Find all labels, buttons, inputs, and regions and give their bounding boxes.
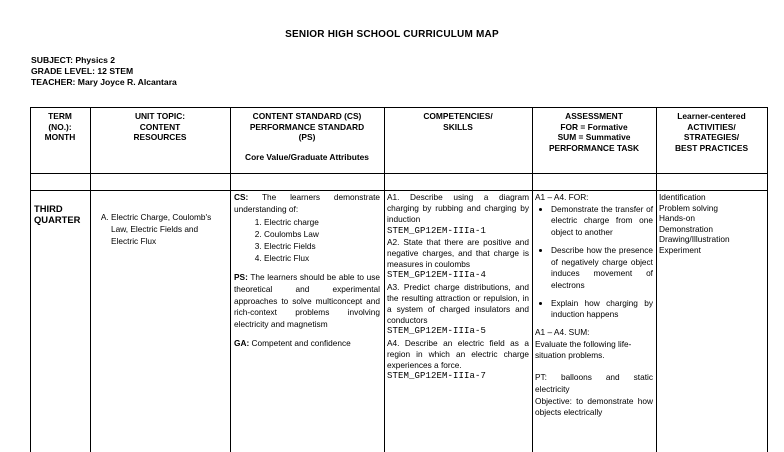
subject-line: SUBJECT: Physics 2 (31, 55, 116, 65)
assessment-for-item: • Describe how the presence of negatively charge object induces movement of electrons (551, 245, 653, 292)
assessment-sum-text: Evaluate the following life-situation problems. (535, 338, 632, 361)
header-assessment: ASSESSMENT FOR = Formative SUM = Summative PERFORMANCE TASK (548, 111, 640, 153)
activity-item: Problem solving (659, 202, 719, 213)
assessment-for-label: A1 – A4. FOR: (535, 192, 589, 202)
activity-item: Drawing/Illustration (659, 234, 730, 244)
activity-item: Demonstration (659, 223, 713, 234)
activity-item: Experiment (659, 244, 701, 255)
activity-item: Hands-on (659, 213, 695, 223)
assessment-cell (535, 192, 653, 419)
competency-a4: A4. Describe an electric field as a region in which an electric charge experiences a force. (387, 337, 529, 371)
grade-level-line: GRADE LEVEL: 12 STEM (31, 66, 134, 76)
activities-cell (659, 192, 765, 255)
performance-task: PT: balloons and static electricity (535, 372, 653, 394)
assessment-for-item: • Demonstrate the transfer of electric charge from one object to another (551, 204, 653, 239)
curriculum-table (30, 107, 768, 452)
activity-item: Identification (659, 192, 706, 202)
header-activities: Learner-centered ACTIVITIES/ STRATEGIES/ BEST PRACTICES (674, 111, 749, 153)
ga-text: Competent and confidence (251, 337, 351, 348)
term-cell: THIRD QUARTER (34, 203, 81, 225)
cs-item: 3. Electric Fields (264, 241, 380, 253)
unit-topic-item: A. Electric Charge, Coulomb's Law, Electric Fields and Electric Flux (111, 211, 227, 247)
competency-code: STEM_GP12EM-IIIa-1 (387, 225, 487, 236)
header-unit-topic: UNIT TOPIC: CONTENT RESOURCES (133, 111, 187, 142)
assessment-for-list (535, 204, 653, 321)
header-competencies: COMPETENCIES/ SKILLS (423, 111, 493, 132)
cs-item: 4. Electric Flux (264, 253, 380, 265)
competency-a3: A3. Predict charge distributions, and the resulting attraction or repulsion, in a system of charged insulators and conductors (387, 281, 529, 326)
document-title: SENIOR HIGH SCHOOL CURRICULUM MAP (285, 29, 499, 40)
cs-text: The learners demonstrate understanding of: (234, 192, 380, 214)
document-meta (31, 55, 177, 88)
competency-a1: A1. Describe using a diagram charging by rubbing and charging by induction (387, 192, 529, 225)
performance-task-objective: Objective: to demonstrate how objects electrically (535, 395, 653, 418)
assessment-sum-label: A1 – A4. SUM: (535, 327, 590, 338)
competencies-cell (387, 192, 529, 382)
cs-item: 1. Electric charge (264, 217, 380, 229)
header-term: TERM (NO.): MONTH (44, 111, 76, 142)
assessment-for-item: • Explain how charging by induction happens (551, 298, 653, 321)
competency-code: STEM_GP12EM-IIIa-7 (387, 371, 487, 382)
ps-text: The learners should be able to use theoretical and experimental approaches to solve multiconcept and rich-context problems involving electricity and magnetism (234, 272, 381, 330)
teacher-line: TEACHER: Mary Joyce R. Alcantara (31, 77, 177, 87)
cs-item: 2. Coulombs Law (264, 229, 380, 241)
competency-a2: A2. State that there are positive and negative charges, and that charge is measures in coulombs (387, 236, 529, 270)
content-standard-cell: CS: The learners demonstrate understanding of: 1. Electric charge 2. Coulombs Law 3. Electric Fields 4. Electric Flux PS: The learners should be able to use theoretical and experimental approaches to solve multiconcept and rich-context problems involving electricity and magnetism GA: Competent and confidence (234, 192, 380, 349)
unit-topic-cell (94, 211, 227, 247)
cs-list (234, 217, 380, 264)
header-content-standard: CONTENT STANDARD (CS) PERFORMANCE STANDARD (PS) Core Value/Graduate Attributes (245, 111, 369, 162)
competency-code: STEM_GP12EM-IIIa-4 (387, 270, 487, 281)
competency-code: STEM_GP12EM-IIIa-5 (387, 326, 487, 337)
